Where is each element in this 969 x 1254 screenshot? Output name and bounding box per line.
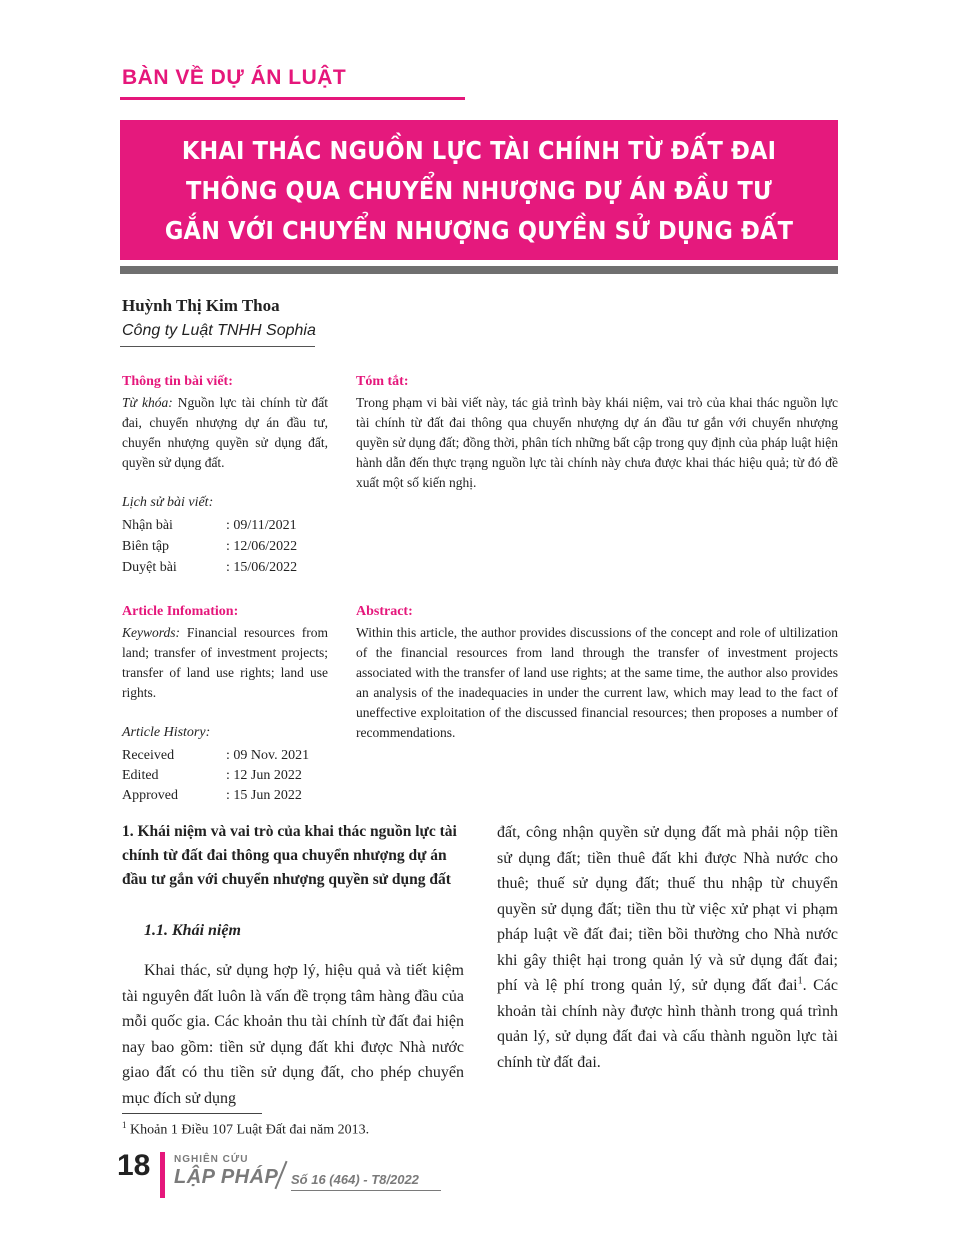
keywords-vi [122,393,328,473]
keywords-en-text: Financial resources from land; transfer of investment projects; transfer of land use rights; land use rights. [122,625,328,700]
history-label: Duyệt bài [122,560,177,575]
footnote-marker: 1 [122,1120,127,1130]
title-shadow-bar [120,266,838,274]
author-affiliation: Công ty Luật TNHH Sophia [122,322,316,339]
history-label: Edited [122,768,159,783]
history-label: Nhận bài [122,518,173,533]
history-value: : 12 Jun 2022 [226,768,302,783]
footnote-text: Khoản 1 Điều 107 Luật Đất đai năm 2013. [126,1122,370,1138]
history-value: : 15/06/2022 [226,560,298,575]
title-line-1: KHAI THÁC NGUỒN LỰC TÀI CHÍNH TỪ ĐẤT ĐAI [181,136,777,165]
issue-label: Số 16 (464) - T8/2022 [291,1172,419,1187]
title-line-2: THÔNG QUA CHUYỂN NHƯỢNG DỰ ÁN ĐẦU TƯ [186,176,772,205]
footer-accent-bar [160,1152,165,1198]
page-number: 18 [117,1149,151,1182]
history-label: Received [122,748,175,763]
abstract-vi-text: Trong phạm vi bài viết này, tác giả trình bày khái niệm, vai trò của khai thác nguồn lực tài chính từ đất đai thông qua chuyển nhượng dự án đầu tư gắn với chuyển nhượng quyền sử dụng đất; đồng thời, phân tích những bất cập trong quy định của pháp luật hiện hành dẫn đến thực trạng nguồn lực tài chính này chưa được khai thác hiệu quả; từ đó đề xuất một số kiến nghị. [356,395,838,490]
history-label: Approved [122,788,178,803]
history-vi-title: Lịch sử bài viết: [122,495,214,510]
keywords-vi-label: Từ khóa: [122,395,173,410]
body-paragraph-right [497,820,838,1075]
history-vi-row [122,518,297,534]
journal-name-small: NGHIÊN CỨU [174,1154,249,1165]
history-vi-row [122,560,298,576]
footnote [122,1120,369,1139]
abstract-en-text: Within this article, the author provides discussions of the concept and role of ultilization of the financial resources from land through the transfer of investment projects associated with the transfer of land use rights; at the same time, the author also provides an analysis of the inadequacies in under the current law, which may lead to the fact of uneffective exploitation of the discussed financial resources; then proposes a number of recommendations. [356,625,838,740]
history-en-row [122,748,310,764]
history-en-row [122,788,302,804]
abstract-vi-heading: Tóm tắt: [356,374,409,389]
section-divider [120,97,465,100]
affiliation-underline [120,346,315,347]
keywords-en-label: Keywords: [122,625,180,640]
footnote-divider [122,1113,262,1114]
history-en-row [122,768,302,784]
section-label: BÀN VỀ DỰ ÁN LUẬT [122,66,347,89]
history-en-title: Article History: [122,725,211,740]
history-value: : 09/11/2021 [226,518,297,533]
section-heading: 1. Khái niệm và vai trò của khai thác nguồn lực tài chính từ đất đai thông qua chuyển nhượng dự án đầu tư gắn với chuyển nhượng quyền sử dụng đất [122,823,457,888]
footer-rule [291,1190,441,1191]
body-paragraph-right-part1: đất, công nhận quyền sử dụng đất mà phải nộp tiền sử dụng đất; tiền thuê đất khi được Nhà nước cho thuê; thuế sử dụng đất; thuế thu nhập từ chuyển quyền sử dụng đất; tiền thu từ việc xử phạt vi phạm pháp luật về đất đai; tiền bồi thường cho Nhà nước khi gây thiệt hại trong quản lý và sử dụng đất đai; phí và lệ phí trong quản lý, sử dụng đất đai [497,824,838,994]
history-value: : 12/06/2022 [226,539,298,554]
history-label: Biên tập [122,539,170,554]
history-value: : 09 Nov. 2021 [226,748,310,763]
abstract-en-heading: Abstract: [356,604,413,619]
keywords-vi-text: Nguồn lực tài chính từ đất đai, chuyển nhượng dự án đầu tư, chuyển nhượng quyền sử dụng đất, quyền sử dụng đất. [122,395,328,470]
keywords-en [122,623,328,703]
subsection-heading: 1.1. Khái niệm [144,922,241,939]
history-vi-row [122,539,298,555]
author-name: Huỳnh Thị Kim Thoa [122,296,280,315]
title-line-3: GẮN VỚI CHUYỂN NHƯỢNG QUYỀN SỬ DỤNG ĐẤT [164,216,794,245]
article-title-banner [120,120,838,260]
info-vi-heading: Thông tin bài viết: [122,374,233,389]
journal-name: LẬP PHÁP [174,1166,279,1188]
body-paragraph-right-part2: . Các khoản tài chính này được hình thành trong quá trình quản lý, sử dụng đất đai và cấu thành nguồn lực tài chính từ đất đai. [497,977,839,1071]
footnote-reference[interactable]: 1 [797,975,803,987]
info-en-heading: Article Infomation: [122,604,239,619]
body-paragraph-left: Khai thác, sử dụng hợp lý, hiệu quả và tiết kiệm tài nguyên đất luôn là vấn đề trọng tâm hàng đầu của mỗi quốc gia. Các khoản thu tài chính từ đất đai hiện nay bao gồm: tiền sử dụng đất khi được Nhà nước giao đất có thu tiền sử dụng đất, cho phép chuyển mục đích sử dụng [122,962,464,1107]
history-value: : 15 Jun 2022 [226,788,302,803]
